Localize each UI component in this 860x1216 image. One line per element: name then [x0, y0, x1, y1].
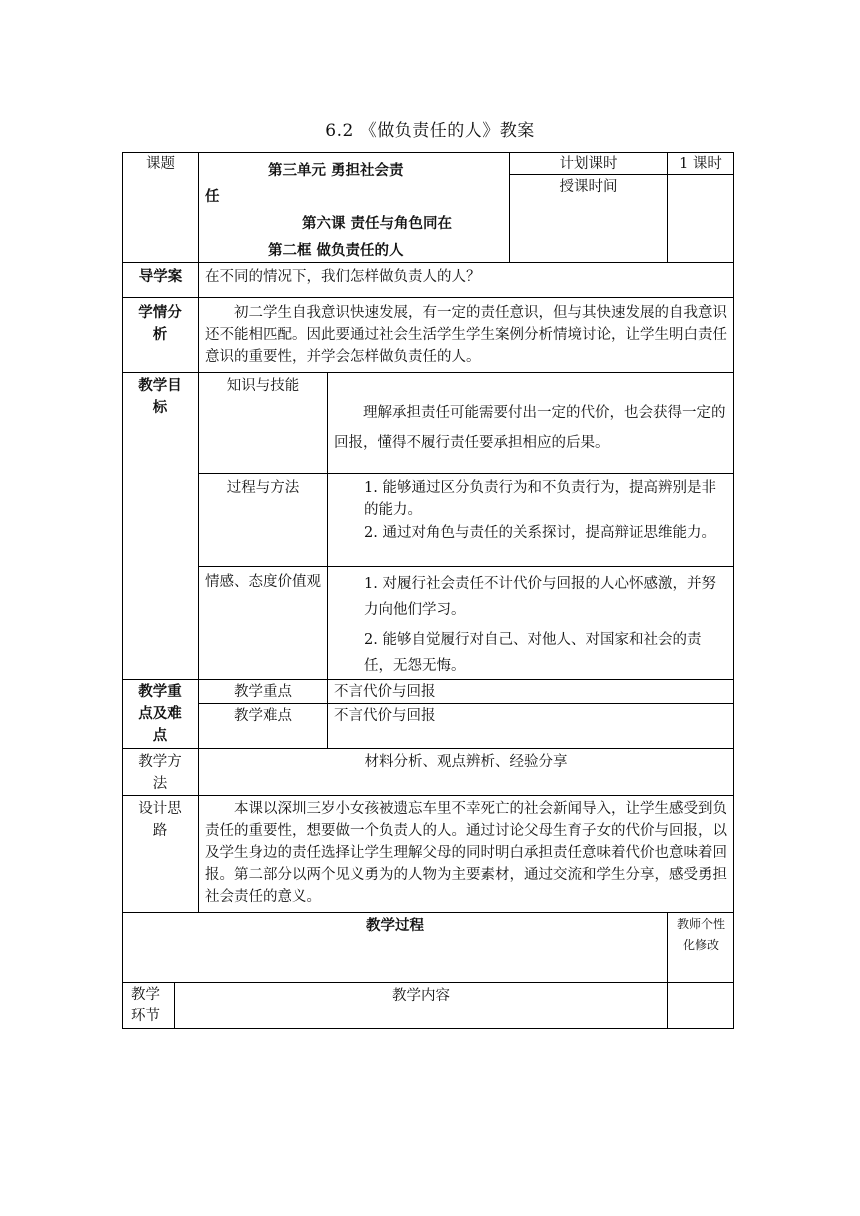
table-border: [733, 152, 734, 1029]
table-rule: [122, 912, 734, 913]
analysis-label: 学情分析: [138, 304, 182, 343]
table-rule: [122, 982, 734, 983]
method-label: 教学方法: [138, 754, 182, 792]
emotion-label: 情感、态度价值观: [205, 574, 321, 590]
design-label: 设计思路: [138, 801, 182, 839]
table-rule: [122, 297, 734, 298]
table-rule: [198, 566, 734, 567]
key-label: 教学重点: [234, 684, 292, 700]
unit-line1: 第三单元 勇担社会责: [268, 162, 404, 179]
process-item-1: 1. 能够通过区分负责行为和不负责行为，提高辨别是非的能力。: [364, 480, 716, 518]
table-rule: [122, 679, 734, 680]
process-section-label: 教学过程: [366, 917, 424, 934]
teaching-time-label: 授课时间: [559, 179, 618, 195]
emotion-item-1: 1. 对履行社会责任不计代价与回报的人心怀感激，并努力向他们学习。: [364, 576, 716, 618]
method-content: 材料分析、观点辨析、经验分享: [364, 754, 568, 770]
lesson-title: 第六课 责任与角色同在: [302, 215, 453, 232]
segment-label: 教学环节: [131, 987, 160, 1024]
knowledge-content: 理解承担责任可能需要付出一定的代价，也会获得一定的回报，懂得不履行责任要承担相应的后果。: [334, 405, 726, 451]
knowledge-label: 知识与技能: [226, 378, 300, 394]
section-title: 第二框 做负责任的人: [268, 242, 404, 259]
planned-hours-label: 计划课时: [559, 156, 618, 172]
keypoints-label: 教学重点及难点: [138, 683, 182, 744]
teacher-notes-label: 教师个性化修改: [676, 917, 725, 952]
table-border: [122, 1028, 734, 1029]
page-title: 6.2 《做负责任的人》教案: [325, 121, 535, 141]
unit-line2: 任: [205, 188, 220, 205]
table-rule: [122, 795, 734, 796]
table-rule: [122, 372, 734, 373]
difficult-label: 教学难点: [234, 708, 292, 724]
analysis-content: 初二学生自我意识快速发展，有一定的责任意识，但与其快速发展的自我意识还不能相匹配。因此要通过社会生活学生学生案例分析情境讨论，让学生明白责任意识的重要性，并学会怎样做负责任的人。: [205, 305, 727, 365]
guide-label: 导学案: [138, 268, 183, 285]
emotion-item-2: 2. 能够自觉履行对自己、对他人、对国家和社会的责任，无怨无悔。: [364, 632, 702, 674]
difficult-content: 不言代价与回报: [334, 708, 436, 724]
table-rule: [198, 703, 734, 704]
planned-hours-value: 1 课时: [679, 156, 722, 172]
table-rule: [198, 473, 734, 474]
segment-content-label: 教学内容: [392, 988, 450, 1004]
topic-label: 课题: [146, 156, 175, 172]
table-rule: [122, 262, 734, 263]
table-rule: [122, 748, 734, 749]
process-label: 过程与方法: [226, 480, 300, 496]
design-content: 本课以深圳三岁小女孩被遗忘车里不幸死亡的社会新闻导入，让学生感受到负责任的重要性，想要做一个负责人的人。通过讨论父母生育子女的代价与回报，以及学生身边的责任选择让学生理解父母的同时明白承担责任意味着代价也意味着回报。第二部分以两个见义勇为的人物为主要素材，通过交流和学生分享，感受勇担社会责任的意义。: [205, 801, 727, 905]
key-content: 不言代价与回报: [334, 684, 436, 700]
process-item-2: 2. 通过对角色与责任的关系探讨，提高辩证思维能力。: [364, 525, 716, 541]
goals-label: 教学目标: [138, 377, 182, 416]
guide-content: 在不同的情况下，我们怎样做负责人的人？: [205, 269, 481, 285]
table-rule: [667, 912, 668, 1029]
